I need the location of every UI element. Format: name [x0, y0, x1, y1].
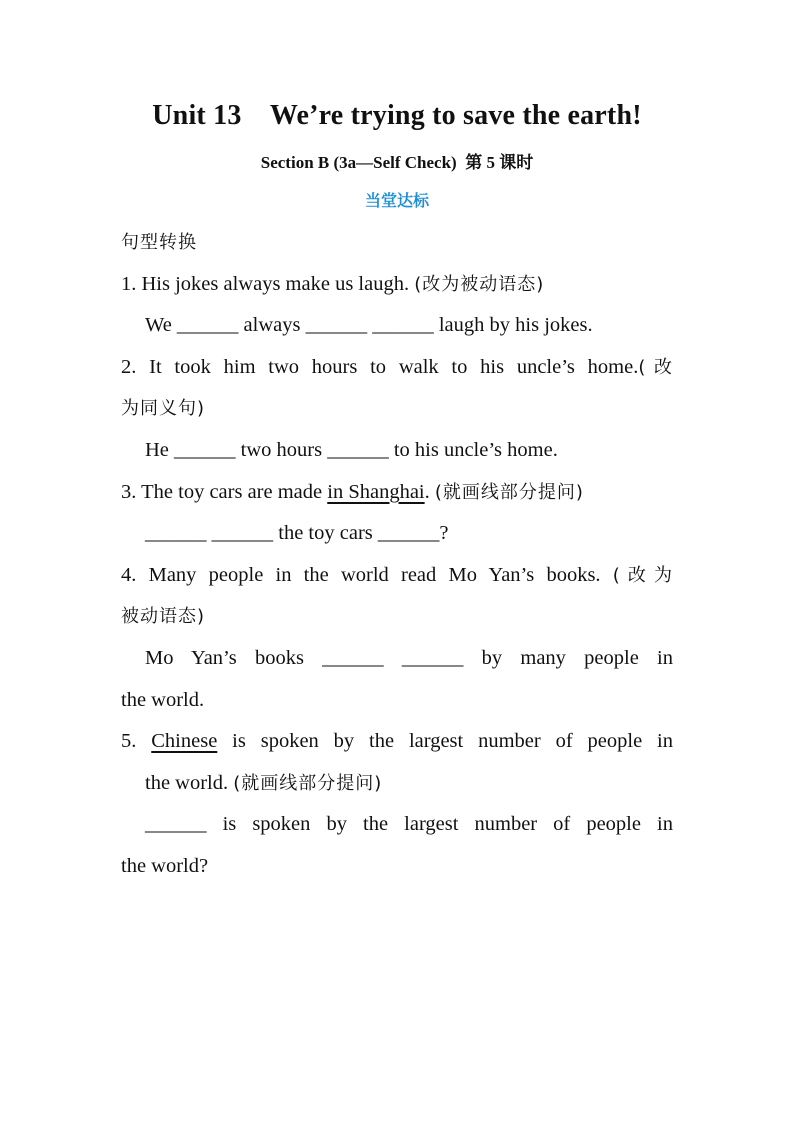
question-1-note: (改为被动语态) — [414, 273, 545, 295]
question-5-answer-a: ______ is spoken by the largest number of people in — [145, 813, 673, 836]
page-title: Unit 13 We’re trying to save the earth! — [152, 100, 642, 131]
question-4-cont — [121, 596, 673, 638]
question-4 — [121, 555, 673, 597]
question-4-note-a: (改为 — [612, 564, 674, 586]
question-3-underlined: in Shanghai — [327, 480, 425, 503]
question-4-text: 4. Many people in the world read Mo Yan’s books. — [121, 563, 613, 586]
exercise-heading — [121, 222, 673, 264]
exercise-heading-text: 句型转换 — [121, 232, 197, 253]
question-5-answer-b: the world? — [121, 854, 209, 877]
question-2-answer: He ______ two hours ______ to his uncle’s home. — [145, 438, 558, 461]
question-5-note: (就画线部分提问) — [233, 772, 383, 794]
question-2 — [121, 347, 673, 389]
question-3-text-after: . — [424, 480, 435, 503]
question-1-text: 1. His jokes always make us laugh. — [121, 272, 415, 295]
question-5-text-b: the world. — [145, 771, 234, 794]
question-1-answer: We ______ always ______ ______ laugh by his jokes. — [145, 314, 593, 337]
question-5-cont — [121, 763, 673, 805]
question-2-note-b: 为同义句) — [121, 398, 206, 420]
section-heading: 当堂达标 — [364, 191, 429, 210]
question-3-note: (就画线部分提问) — [434, 481, 584, 503]
question-4-note-b: 被动语态) — [121, 606, 206, 628]
question-4-answer-b: the world. — [121, 688, 205, 711]
exercise-body — [121, 222, 673, 888]
question-5-prefix: 5. — [121, 730, 152, 753]
question-1 — [121, 264, 673, 306]
question-2-note-a: (改 — [638, 356, 673, 378]
question-5 — [121, 721, 673, 763]
question-5-text-a: is spoken by the largest number of people in — [217, 730, 673, 753]
question-3 — [121, 472, 673, 514]
question-3-answer: ______ ______ the toy cars ______? — [145, 522, 449, 545]
question-5-underlined: Chinese — [151, 730, 218, 753]
question-4-answer-a: Mo Yan’s books ______ ______ by many people in — [145, 646, 673, 669]
question-3-text-before: 3. The toy cars are made — [121, 480, 328, 503]
page-subtitle: Section B (3a—Self Check) 第 5 课时 — [260, 153, 534, 172]
question-2-cont — [121, 388, 673, 430]
question-2-text: 2. It took him two hours to walk to his uncle’s home. — [121, 355, 639, 378]
